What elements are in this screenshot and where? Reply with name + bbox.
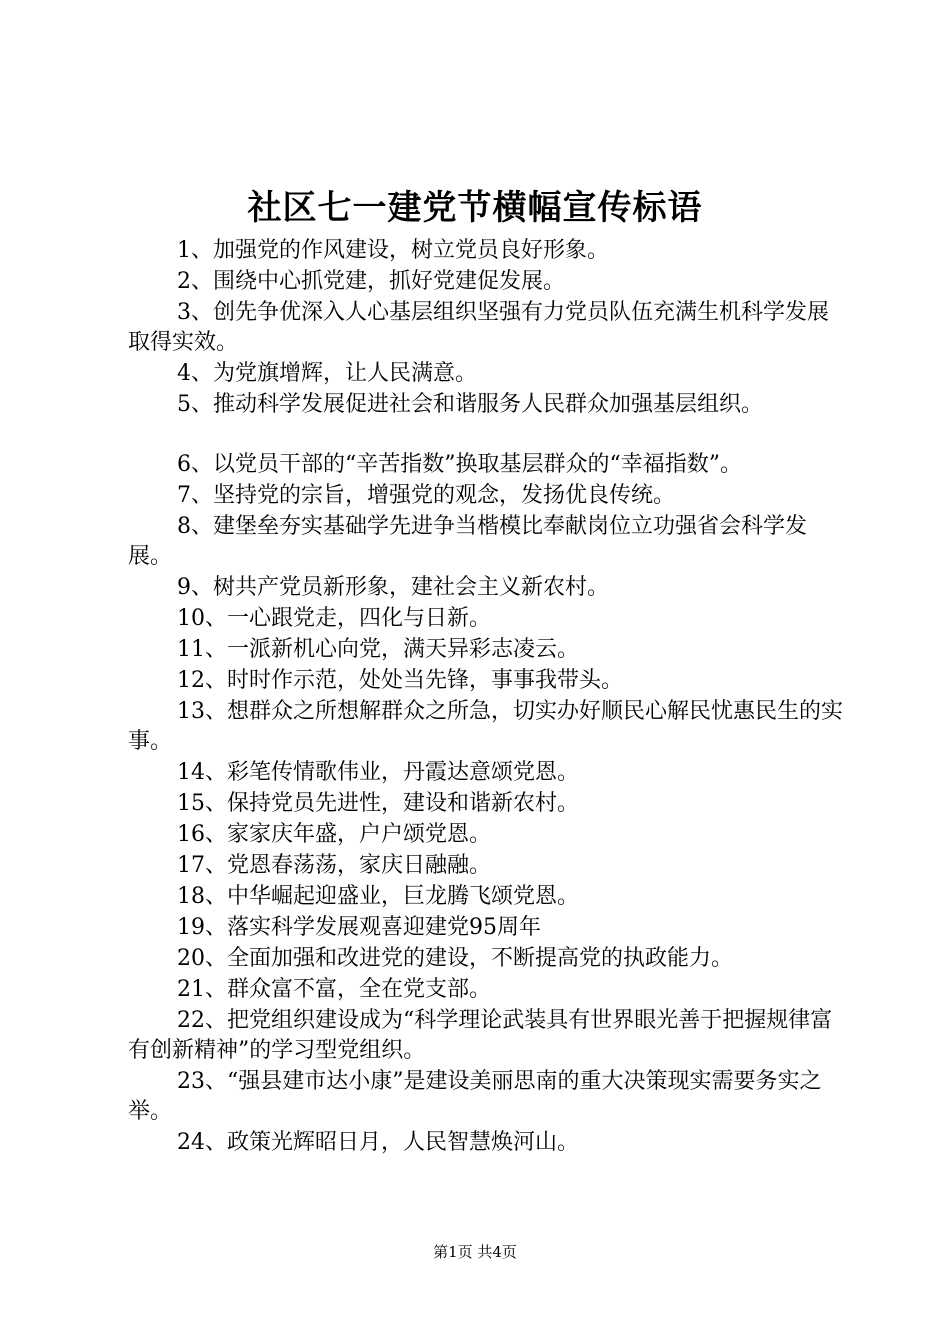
list-item: 12、时时作示范，处处当先锋，事事我带头。 xyxy=(177,668,623,693)
list-item: 1、加强党的作风建设，树立党员良好形象。 xyxy=(177,238,609,263)
list-item: 13、想群众之所想解群众之所急，切实办好顺民心解民忧惠民生的实事。 xyxy=(128,699,843,754)
list-item: 18、中华崛起迎盛业，巨龙腾飞颂党恩。 xyxy=(177,884,579,909)
list-item: 8、建堡垒夯实基础学先进争当楷模比奉献岗位立功强省会科学发展。 xyxy=(128,514,807,569)
list-item: 15、保持党员先进性，建设和谐新农村。 xyxy=(177,791,579,816)
list-item: 17、党恩春荡荡，家庆日融融。 xyxy=(177,853,491,878)
list-item: 22、把党组织建设成为“科学理论武装具有世界眼光善于把握规律富有创新精神”的学习型党组织。 xyxy=(128,1008,833,1063)
list-item: 7、坚持党的宗旨，增强党的观念，发扬优良传统。 xyxy=(177,483,675,508)
list-item: 9、树共产党员新形象，建社会主义新农村。 xyxy=(177,575,609,600)
list-item: 6、以党员干部的“辛苦指数”换取基层群众的“幸福指数”。 xyxy=(177,452,742,477)
list-item: 14、彩笔传情歌伟业，丹霞达意颂党恩。 xyxy=(177,760,579,785)
list-item: 16、家家庆年盛，户户颂党恩。 xyxy=(177,822,491,847)
list-item: 20、全面加强和改进党的建设，不断提高党的执政能力。 xyxy=(177,946,733,971)
list-item: 19、落实科学发展观喜迎建党95周年 xyxy=(177,915,541,940)
page-title: 社区七一建党节横幅宣传标语 xyxy=(247,188,703,228)
list-item: 4、为党旗增辉，让人民满意。 xyxy=(177,361,477,386)
list-item: 2、围绕中心抓党建，抓好党建促发展。 xyxy=(177,269,565,294)
list-item: 23、“强县建市达小康”是建设美丽思南的重大决策现实需要务实之举。 xyxy=(128,1069,822,1124)
list-item: 10、一心跟党走，四化与日新。 xyxy=(177,606,491,631)
list-item: 5、推动科学发展促进社会和谐服务人民群众加强基层组织。 xyxy=(177,392,763,417)
list-item: 3、创先争优深入人心基层组织坚强有力党员队伍充满生机科学发展取得实效。 xyxy=(128,300,829,355)
list-item: 21、群众富不富，全在党支部。 xyxy=(177,977,491,1002)
list-item: 11、一派新机心向党，满天异彩志凌云。 xyxy=(177,637,579,662)
list-item: 24、政策光辉昭日月，人民智慧焕河山。 xyxy=(177,1130,579,1155)
slogan-list xyxy=(128,236,848,1159)
page-number-footer: 第1页 共4页 xyxy=(433,1243,517,1261)
